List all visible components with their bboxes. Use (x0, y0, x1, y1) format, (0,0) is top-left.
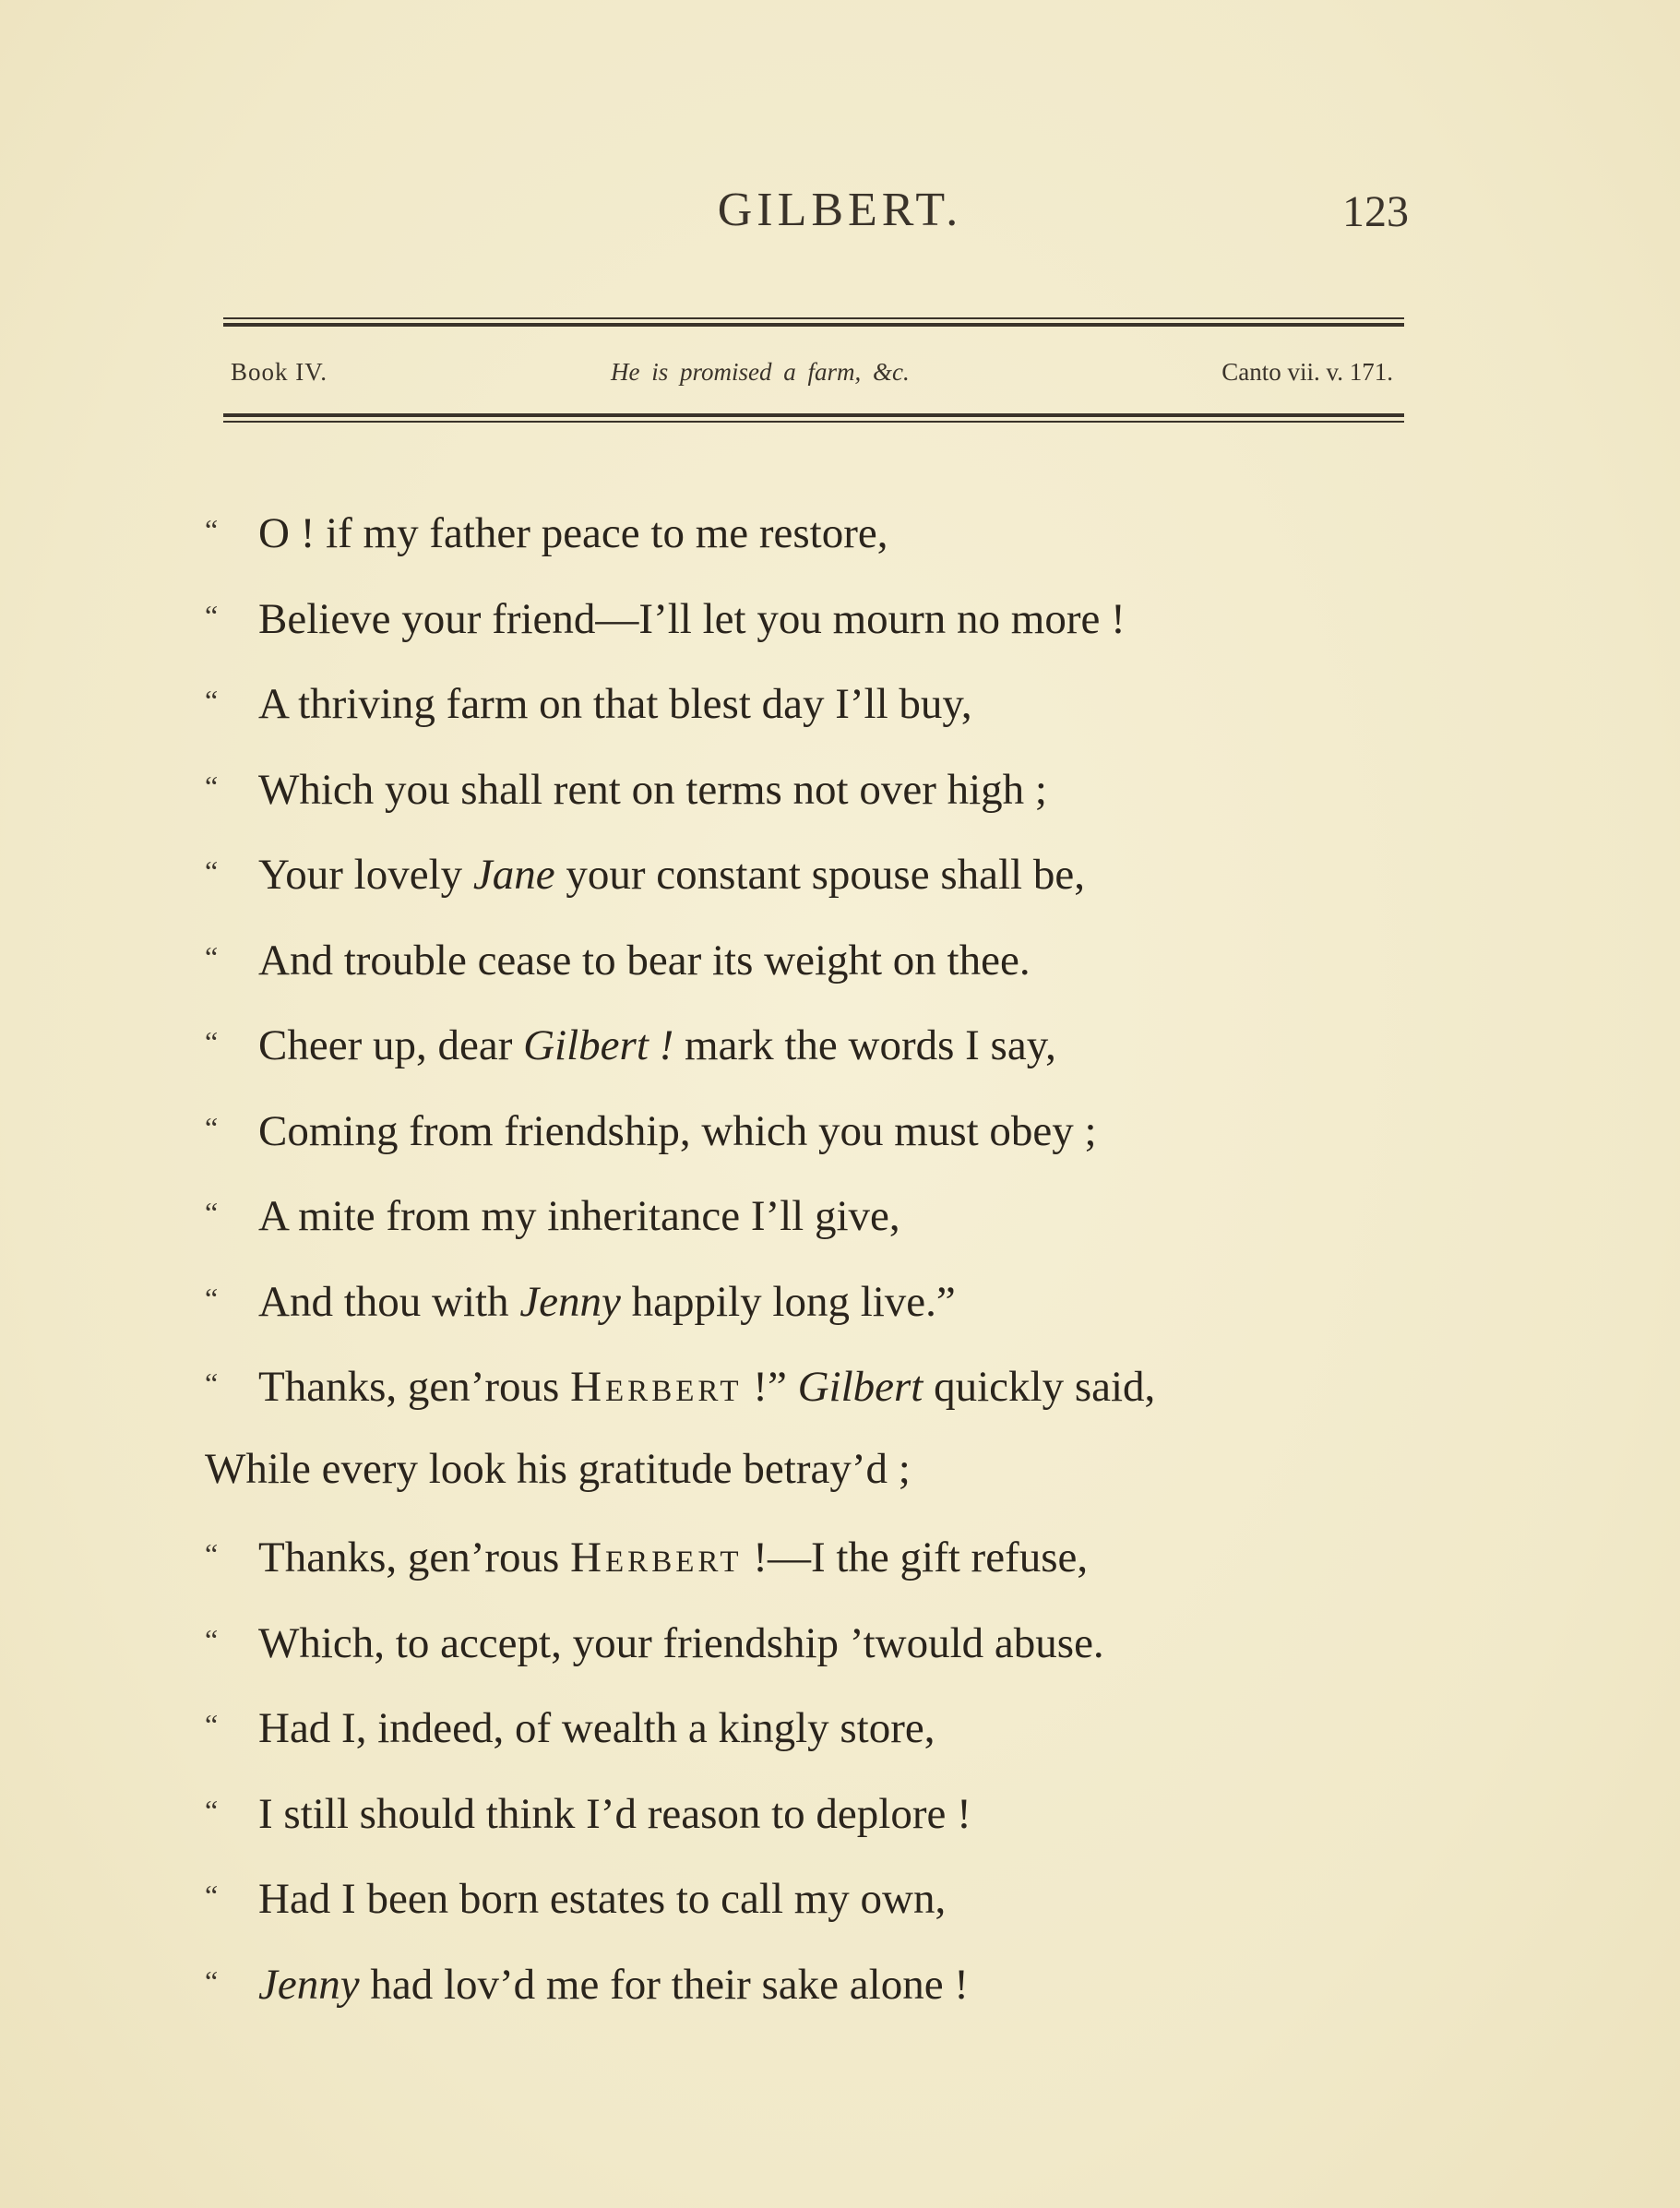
opening-quote-mark: “ (205, 1110, 219, 1144)
poem-line (205, 1682, 1441, 1768)
poem-line (205, 1939, 1441, 2024)
line-text: Which, to accept, your friendship ’twould abuse. (258, 1618, 1104, 1667)
opening-quote-mark: “ (205, 1793, 219, 1827)
line-text: Thanks, gen’rous (258, 1363, 571, 1411)
line-text: your constant spouse shall be, (554, 851, 1085, 899)
header-rule-bottom-thin (223, 421, 1404, 423)
section-subheader (223, 358, 1404, 395)
line-text: Had I been born estates to call my own, (258, 1875, 947, 1923)
line-text: Believe your friend—I’ll let you mourn no more ! (258, 594, 1126, 643)
line-text: Which you shall rent on terms not over high ; (258, 765, 1047, 814)
opening-quote-mark: “ (205, 1708, 219, 1741)
poem-line (205, 1341, 1441, 1426)
italic-name: Jenny (519, 1277, 621, 1326)
poem-line (205, 658, 1441, 744)
line-text: While every look his gratitude betray’d ; (205, 1444, 911, 1493)
poem-line (205, 1853, 1441, 1939)
poem-line (205, 573, 1441, 659)
poem-line (205, 1511, 1441, 1597)
line-text: Coming from friendship, which you must obey ; (258, 1106, 1097, 1155)
line-text: happily long live.” (620, 1277, 956, 1326)
opening-quote-mark: “ (205, 939, 219, 973)
italic-name: Jane (472, 851, 555, 899)
line-text: quickly said, (923, 1363, 1156, 1411)
opening-quote-mark: “ (205, 684, 219, 717)
poem-line (205, 914, 1441, 1000)
poem-line (205, 1768, 1441, 1854)
poem-line (205, 1597, 1441, 1683)
poem-line (205, 829, 1441, 914)
poem-body (205, 487, 1441, 2023)
line-text: I still should think I’d reason to deplore ! (258, 1789, 971, 1838)
opening-quote-mark: “ (205, 1196, 219, 1229)
header-rule-top-thin (223, 317, 1404, 319)
line-text: Cheer up, dear (258, 1021, 524, 1069)
book-label: Book IV. (231, 358, 328, 386)
italic-name: Gilbert (797, 1363, 923, 1411)
line-text: Your lovely (258, 851, 473, 899)
section-summary: He is promised a farm, &c. (611, 358, 910, 386)
line-text: !” (742, 1363, 798, 1411)
poem-line (205, 487, 1441, 573)
opening-quote-mark: “ (205, 1963, 219, 1998)
opening-quote-mark: “ (205, 854, 219, 888)
header-rule-bottom-thick (223, 413, 1404, 417)
opening-quote-mark: “ (205, 513, 219, 546)
canto-reference: Canto vii. v. 171. (1221, 358, 1393, 386)
italic-name: Jenny (258, 1960, 360, 2009)
line-text: O ! if my father peace to me restore, (258, 509, 888, 557)
poem-line (205, 1085, 1441, 1171)
line-text: A thriving farm on that blest day I’ll buy, (258, 680, 972, 728)
poem-line (205, 999, 1441, 1085)
line-text: A mite from my inheritance I’ll give, (258, 1192, 900, 1240)
poem-line (205, 1256, 1441, 1342)
smallcaps-name: Herbert (570, 1534, 743, 1581)
line-text: mark the words I say, (673, 1021, 1056, 1069)
poem-line (205, 1170, 1441, 1256)
opening-quote-mark: “ (205, 1281, 219, 1315)
opening-quote-mark: “ (205, 1622, 219, 1656)
line-text: had lov’d me for their sake alone ! (359, 1960, 969, 2009)
line-text: Had I, indeed, of wealth a kingly store, (258, 1704, 935, 1752)
poem-line (205, 1426, 1441, 1512)
poem-line (205, 744, 1441, 829)
opening-quote-mark: “ (205, 1537, 219, 1570)
header-rule-top-thick (223, 323, 1404, 327)
line-text: And thou with (258, 1277, 520, 1326)
line-text: Thanks, gen’rous (258, 1534, 571, 1581)
italic-name: Gilbert ! (523, 1021, 674, 1069)
page-number: 123 (1342, 187, 1409, 236)
opening-quote-mark: “ (205, 598, 219, 632)
opening-quote-mark: “ (205, 769, 219, 803)
running-title: GILBERT. (717, 184, 963, 236)
opening-quote-mark: “ (205, 1879, 219, 1912)
line-text: And trouble cease to bear its weight on thee. (258, 936, 1031, 985)
line-text: !—I the gift refuse, (742, 1534, 1089, 1581)
smallcaps-name: Herbert (570, 1363, 743, 1411)
opening-quote-mark: “ (205, 1025, 219, 1058)
opening-quote-mark: “ (205, 1367, 219, 1400)
